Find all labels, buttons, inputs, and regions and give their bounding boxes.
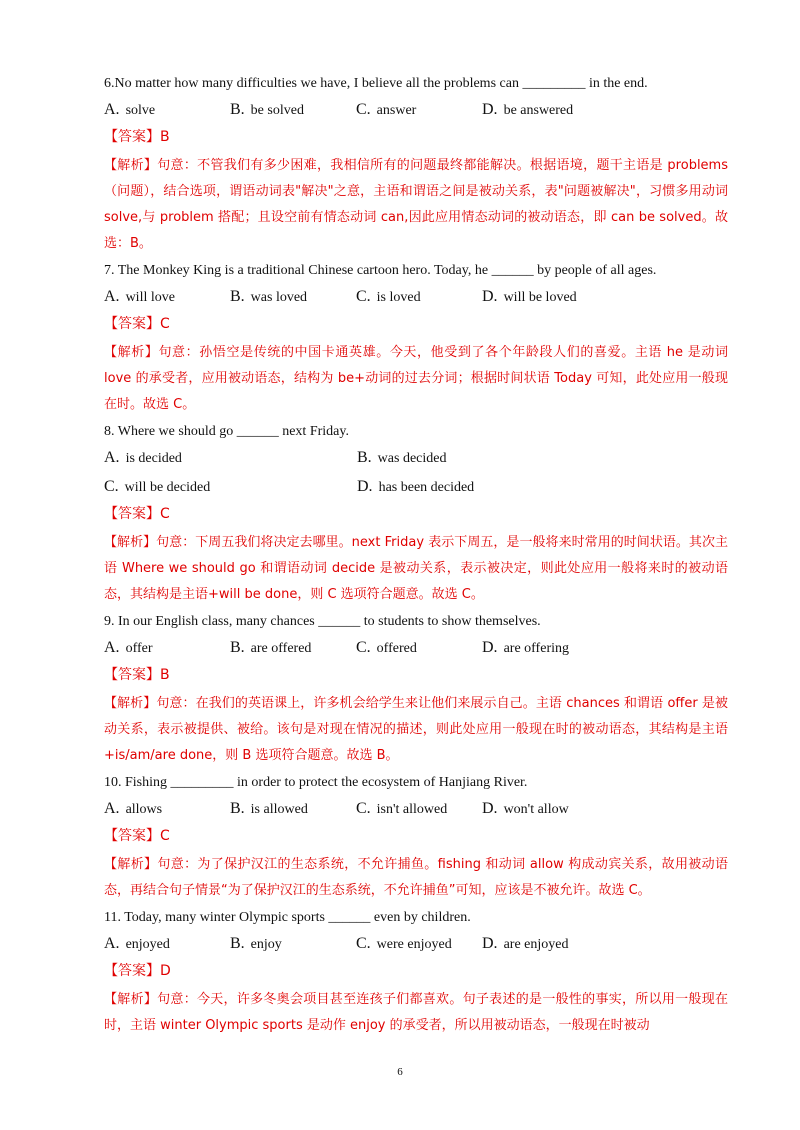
option-letter: B. — [230, 800, 245, 817]
option-letter: D. — [357, 478, 373, 495]
option-letter: C. — [356, 800, 371, 817]
option-d — [482, 638, 608, 659]
option-text: was loved — [250, 290, 308, 305]
option-a — [104, 287, 230, 308]
option-letter: B. — [230, 101, 245, 118]
option-letter: C. — [356, 639, 371, 656]
option-text: were enjoyed — [376, 937, 452, 952]
option-text: enjoy — [250, 937, 282, 952]
options-row — [104, 287, 728, 308]
answer-line: 【答案】C — [104, 506, 170, 522]
options-grid — [104, 448, 728, 498]
option-d — [482, 100, 608, 121]
analysis-paragraph: 【解析】句意：孙悟空是传统的中国卡通英雄。今天，他受到了各个年龄段人们的喜爱。主语 he 是动词 love 的承受者，应用被动语态，结构为 be+动词的过去分词；根据时间状语 Today 可知，此处应用一般现在时。故选 C。 — [104, 345, 728, 412]
option-a — [104, 448, 357, 469]
option-text: will love — [125, 290, 175, 305]
answer-line: 【答案】B — [104, 667, 170, 683]
answer-line: 【答案】C — [104, 828, 170, 844]
answer-line: 【答案】B — [104, 129, 170, 145]
option-text: be answered — [503, 103, 574, 118]
option-text: be solved — [250, 103, 304, 118]
page-number: 6 — [397, 1066, 403, 1078]
option-letter: B. — [230, 935, 245, 952]
option-d — [357, 477, 610, 498]
option-letter: B. — [230, 639, 245, 656]
option-d — [482, 287, 608, 308]
options-row — [104, 638, 728, 659]
option-text: allows — [125, 802, 163, 817]
question-stem: 9. In our English class, many chances ______ to students to show themselves. — [104, 614, 541, 629]
options-row — [104, 934, 728, 955]
option-letter: D. — [482, 639, 498, 656]
analysis-paragraph: 【解析】句意：为了保护汉江的生态系统，不允许捕鱼。fishing 和动词 allow 构成动宾关系，故用被动语态，再结合句子情景“为了保护汉江的生态系统，不允许捕鱼”可知，应该是不被允许。故选 C。 — [104, 857, 728, 898]
option-b — [230, 934, 356, 955]
option-b — [230, 287, 356, 308]
option-letter: A. — [104, 935, 120, 952]
option-c — [104, 477, 357, 498]
option-letter: C. — [356, 288, 371, 305]
option-text: isn't allowed — [376, 802, 448, 817]
option-text: are enjoyed — [503, 937, 569, 952]
option-text: is allowed — [250, 802, 308, 817]
option-letter: C. — [104, 478, 119, 495]
option-letter: D. — [482, 935, 498, 952]
option-d — [482, 934, 608, 955]
option-text: offered — [376, 641, 417, 656]
option-letter: A. — [104, 449, 120, 466]
option-text: are offering — [503, 641, 569, 656]
option-letter: A. — [104, 101, 120, 118]
option-text: enjoyed — [125, 937, 170, 952]
option-text: answer — [376, 103, 417, 118]
option-letter: A. — [104, 800, 120, 817]
option-text: are offered — [250, 641, 312, 656]
option-a — [104, 638, 230, 659]
option-c — [356, 100, 482, 121]
option-letter: D. — [482, 800, 498, 817]
option-c — [356, 934, 482, 955]
option-b — [357, 448, 610, 469]
option-b — [230, 100, 356, 121]
option-text: will be loved — [503, 290, 577, 305]
option-text: will be decided — [124, 480, 211, 495]
option-text: is decided — [125, 451, 182, 466]
option-letter: A. — [104, 639, 120, 656]
option-b — [230, 638, 356, 659]
option-letter: B. — [357, 449, 372, 466]
option-b — [230, 799, 356, 820]
analysis-paragraph: 【解析】句意：下周五我们将决定去哪里。next Friday 表示下周五，是一般将来时常用的时间状语。其次主语 Where we should go 和谓语动词 decide 是被动关系，表示被决定，则此处应用一般将来时的被动语态，其结构是主语+will be done，则 C 选项符合题意。故选 C。 — [104, 535, 728, 602]
analysis-paragraph: 【解析】句意：今天，许多冬奥会项目甚至连孩子们都喜欢。句子表述的是一般性的事实，所以用一般现在时，主语 winter Olympic sports 是动作 enjoy 的承受者，所以用被动语态，一般现在时被动 — [104, 992, 728, 1033]
option-letter: C. — [356, 101, 371, 118]
option-text: won't allow — [503, 802, 569, 817]
question-stem: 11. Today, many winter Olympic sports ______ even by children. — [104, 910, 471, 925]
option-a — [104, 934, 230, 955]
option-c — [356, 799, 482, 820]
option-a — [104, 100, 230, 121]
option-letter: C. — [356, 935, 371, 952]
analysis-paragraph: 【解析】句意：在我们的英语课上，许多机会给学生来让他们来展示自己。主语 chances 和谓语 offer 是被动关系，表示被提供、被给。该句是对现在情况的描述，则此处应用一般现在时的被动语态，其结构是主语+is/am/are done，则 B 选项符合题意。故选 B。 — [104, 696, 728, 763]
option-letter: D. — [482, 101, 498, 118]
question-list — [104, 74, 728, 1043]
option-a — [104, 799, 230, 820]
analysis-paragraph: 【解析】句意：不管我们有多少困难，我相信所有的问题最终都能解决。根据语境，题干主语是 problems（问题），结合选项，谓语动词表"解决"之意，主语和谓语之间是被动关系，表"问题被解决"，习惯多用动词 solve,与 problem 搭配；且设空前有情态动词 can,因此应用情态动词的被动语态，即 can be solved。故选：B。 — [104, 158, 728, 251]
option-letter: D. — [482, 288, 498, 305]
option-letter: B. — [230, 288, 245, 305]
option-letter: A. — [104, 288, 120, 305]
options-row — [104, 799, 728, 820]
question-stem: 10. Fishing _________ in order to protect the ecosystem of Hanjiang River. — [104, 775, 528, 790]
answer-line: 【答案】D — [104, 963, 171, 979]
option-text: solve — [125, 103, 156, 118]
option-text: offer — [125, 641, 153, 656]
options-row — [104, 100, 728, 121]
option-text: has been decided — [378, 480, 475, 495]
question-stem: 7. The Monkey King is a traditional Chinese cartoon hero. Today, he ______ by people of all ages. — [104, 263, 657, 278]
option-text: was decided — [377, 451, 447, 466]
question-stem: 6.No matter how many difficulties we have, I believe all the problems can _________ in the end. — [104, 76, 648, 91]
option-d — [482, 799, 608, 820]
answer-line: 【答案】C — [104, 316, 170, 332]
option-c — [356, 638, 482, 659]
option-c — [356, 287, 482, 308]
question-stem: 8. Where we should go ______ next Friday. — [104, 424, 349, 439]
option-text: is loved — [376, 290, 421, 305]
